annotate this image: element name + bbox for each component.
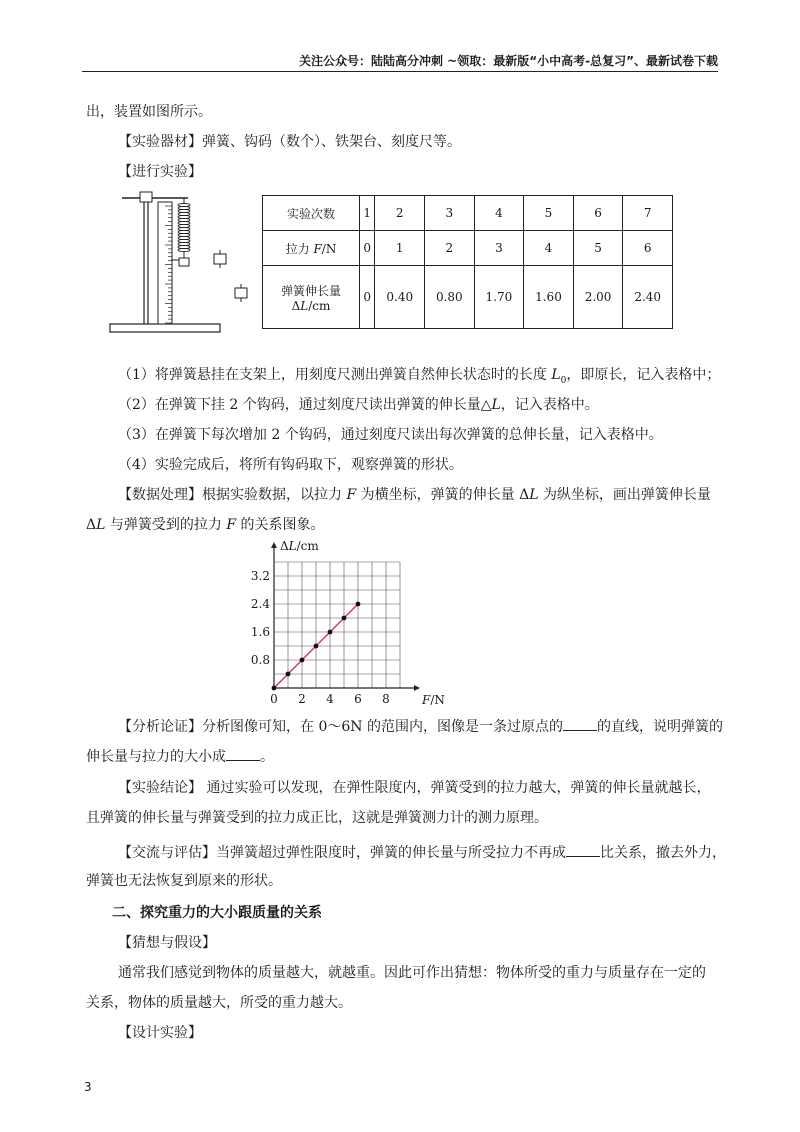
table-cell: 5: [524, 196, 574, 231]
table-cell: 3: [474, 231, 524, 266]
x-tick-label: 4: [326, 692, 334, 706]
table-cell: 7: [623, 196, 673, 231]
equipment-line: 【实验器材】弹簧、钩码（数个）、铁架台、刻度尺等。: [118, 134, 461, 150]
table-cell: 5: [573, 231, 623, 266]
hook-weight-icon: [214, 250, 226, 268]
table-cell: 2: [375, 196, 425, 231]
answer-blank[interactable]: [563, 716, 597, 731]
x-axis-label: F/N: [422, 693, 445, 707]
step-1: （1）将弹簧悬挂在支架上，用刻度尺测出弹簧自然伸长状态时的长度 $L_0$，即原长，记入表格中；: [118, 367, 721, 386]
table-row: [263, 231, 673, 266]
header-divider: [82, 71, 718, 72]
design-heading: 【设计实验】: [118, 1025, 202, 1041]
analysis-line-2: 伸长量与拉力的大小成 。: [86, 746, 274, 766]
x-tick-label: 0: [270, 692, 278, 706]
table-cell: 0.80: [425, 266, 475, 329]
table-cell: 0: [360, 266, 375, 329]
table-row: [263, 266, 673, 329]
spring-apparatus-diagram: [108, 188, 248, 338]
x-axis-arrow-icon: [414, 685, 420, 691]
table-cell: 4: [524, 231, 574, 266]
page-header: 关注公众号：陆陆高分冲刺 ~领取：最新版“小中高考-总复习”、最新试卷下载: [299, 54, 718, 68]
y-axis-arrow-icon: [271, 542, 277, 548]
data-point: [328, 630, 333, 635]
table-header-cell: 弹簧伸长量 ΔL/cm: [263, 266, 360, 329]
section-heading: 二、探究重力的大小跟质量的关系: [112, 905, 322, 921]
data-point: [314, 644, 319, 649]
table-cell: 1.70: [474, 266, 524, 329]
extension-force-graph: [246, 538, 456, 708]
x-tick-label: 6: [354, 692, 362, 706]
table-cell: 6: [623, 231, 673, 266]
table-cell: 4: [474, 196, 524, 231]
evaluation-line-1: 【交流与评估】当弹簧超过弹性限度时，弹簧的伸长量与所受拉力不再成 比关系，撤去外力，: [118, 842, 726, 862]
answer-blank[interactable]: [226, 746, 260, 761]
procedure-heading: 【进行实验】: [118, 164, 202, 180]
data-table: [262, 195, 673, 329]
data-processing-line-2: ΔL 与弹簧受到的拉力 F 的关系图象。: [86, 517, 325, 533]
x-tick-label: 2: [298, 692, 306, 706]
y-tick-label: 1.6: [250, 625, 270, 639]
data-point: [356, 602, 361, 607]
table-cell: 0: [360, 231, 375, 266]
data-point: [272, 686, 277, 691]
table-cell: 2.40: [623, 266, 673, 329]
table-cell: 6: [573, 196, 623, 231]
table-cell: 0.40: [375, 266, 425, 329]
conclusion-line-1: 【实验结论】 通过实验可以发现，在弹性限度内，弹簧受到的拉力越大，弹簧的伸长量就越长，: [118, 780, 711, 796]
table-row: [263, 196, 673, 231]
hypothesis-line-2: 关系，物体的质量越大，所受的重力越大。: [86, 995, 352, 1011]
hook-weight-icon: [235, 284, 247, 302]
table-header-cell: 拉力 F/N: [263, 231, 360, 266]
hypothesis-line-1: 通常我们感觉到物体的质量越大，就越重。因此可作出猜想：物体所受的重力与质量存在一定的: [118, 965, 706, 981]
page-number: 3: [84, 1080, 92, 1094]
y-tick-label: 0.8: [250, 653, 270, 667]
answer-blank[interactable]: [566, 842, 600, 857]
y-axis-label: ΔL/cm: [280, 539, 319, 553]
hypothesis-heading: 【猜想与假设】: [118, 935, 216, 951]
step-4: （4）实验完成后，将所有钩码取下，观察弹簧的形状。: [118, 457, 463, 473]
table-cell: 1: [375, 231, 425, 266]
analysis-line-1: 【分析论证】分析图像可知，在 0～6N 的范围内，图像是一条过原点的 的直线，说明弹簧的: [118, 716, 723, 736]
evaluation-line-2: 弹簧也无法恢复到原来的形状。: [86, 873, 282, 889]
table-cell: 1.60: [524, 266, 574, 329]
data-point: [342, 616, 347, 621]
step-3: （3）在弹簧下每次增加 2 个钩码，通过刻度尺读出每次弹簧的总伸长量，记入表格中。: [118, 427, 663, 443]
data-point: [300, 658, 305, 663]
table-cell: 1: [360, 196, 375, 231]
x-tick-label: 8: [382, 692, 390, 706]
table-cell: 3: [425, 196, 475, 231]
table-cell: 2: [425, 231, 475, 266]
data-point: [286, 672, 291, 677]
y-tick-label: 3.2: [250, 569, 270, 583]
paragraph-line: 出，装置如图所示。: [86, 104, 212, 120]
conclusion-line-2: 且弹簧的伸长量与弹簧受到的拉力成正比，这就是弹簧测力计的测力原理。: [86, 810, 548, 826]
data-processing-line-1: 【数据处理】根据实验数据，以拉力 F 为横坐标，弹簧的伸长量 ΔL 为纵坐标，画出弹簧伸长量: [118, 487, 711, 503]
table-cell: 2.00: [573, 266, 623, 329]
table-header-cell: 实验次数: [263, 196, 360, 231]
step-2: （2）在弹簧下挂 2 个钩码，通过刻度尺读出弹簧的伸长量△L，记入表格中。: [118, 397, 599, 413]
y-tick-label: 2.4: [250, 597, 270, 611]
